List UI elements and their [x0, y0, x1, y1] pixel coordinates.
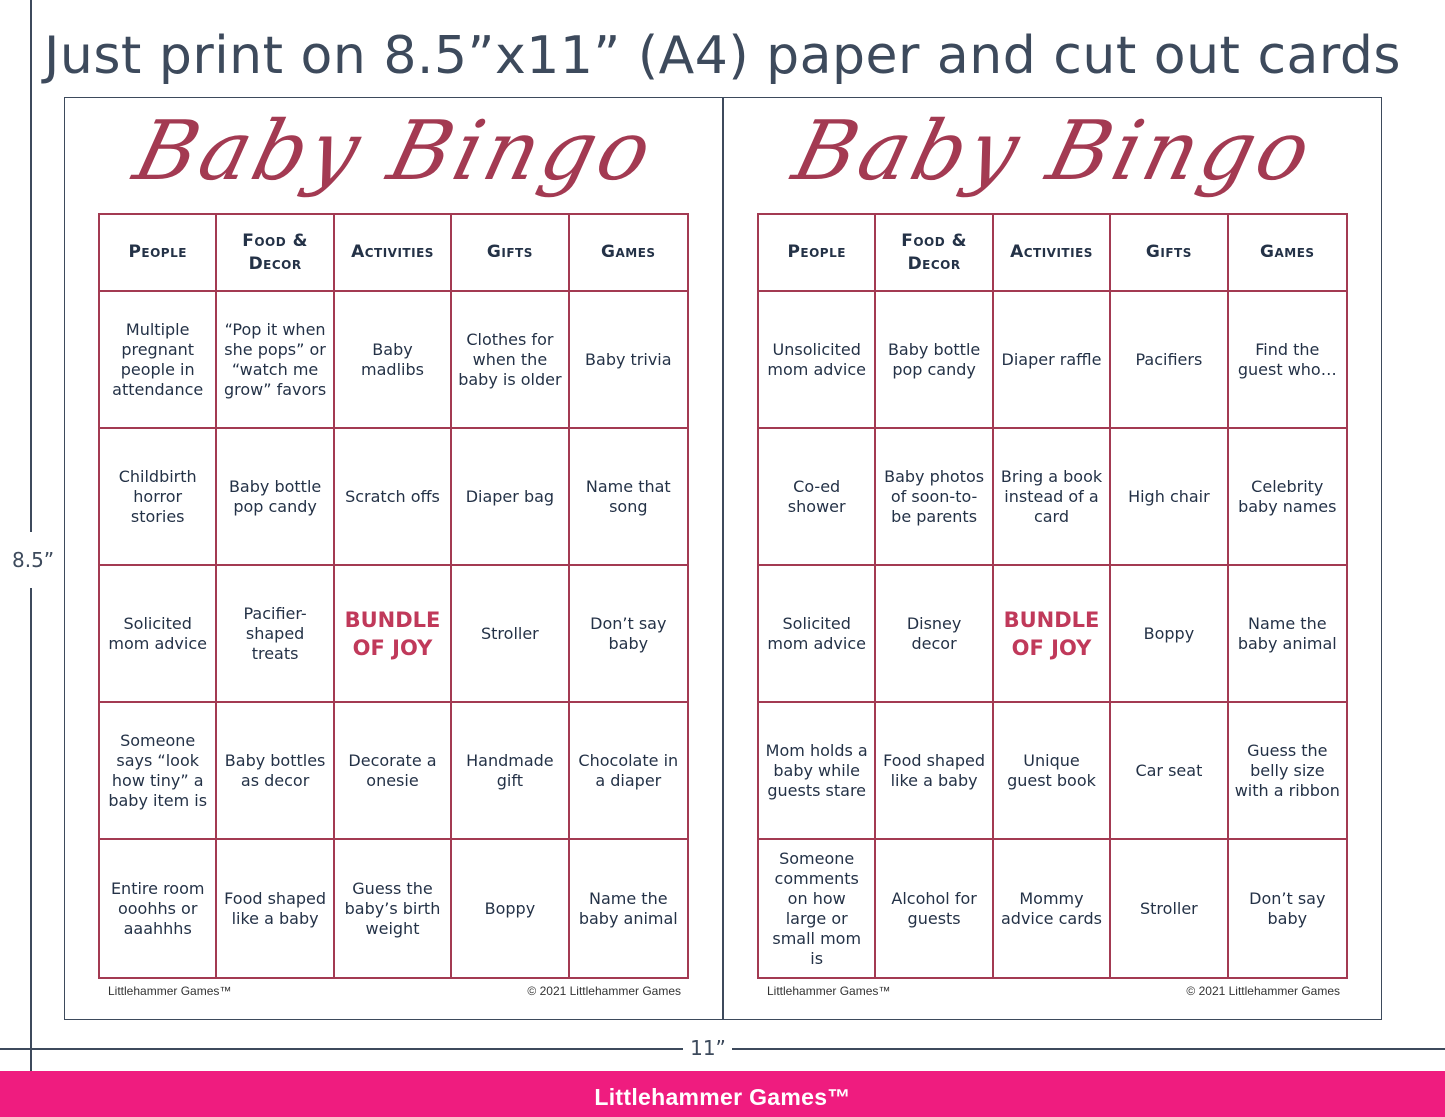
bingo-square: Childbirth horror stories	[100, 429, 217, 566]
bingo-square: Don’t say baby	[1249, 888, 1326, 928]
bingo-square: Someone says “look how tiny” a baby item is	[100, 703, 217, 840]
bingo-square: Pacifier-shaped treats	[217, 566, 334, 703]
width-dimension-line-left	[0, 1048, 683, 1050]
bingo-square: Name the baby animal	[1229, 566, 1346, 703]
card-footer-copyright: © 2021 Littlehammer Games	[1186, 984, 1340, 998]
bingo-square: Find the guest who…	[1229, 292, 1346, 429]
bingo-square: Decorate a onesie	[335, 703, 452, 840]
card-footer-copyright: © 2021 Littlehammer Games	[527, 984, 681, 998]
bingo-square: Car seat	[1111, 703, 1228, 840]
bingo-square: Clothes for when the baby is older	[452, 292, 569, 429]
bingo-square: Scratch offs	[335, 429, 452, 566]
card-footer-brand: Littlehammer Games™	[108, 984, 232, 998]
bingo-square: Mommy advice cards	[994, 840, 1111, 977]
column-header: Activities	[994, 215, 1111, 292]
bingo-square: Alcohol for guests	[876, 840, 993, 977]
column-header: Gifts	[1111, 215, 1228, 292]
bingo-square: Baby bottle pop candy	[217, 429, 334, 566]
width-dimension-line-right	[732, 1048, 1445, 1050]
column-header: Food & Decor	[876, 215, 993, 292]
bingo-square: Diaper raffle	[994, 292, 1111, 429]
bingo-square: Mom holds a baby while guests stare	[759, 703, 876, 840]
bingo-square: “Pop it when she pops” or “watch me grow” favors	[217, 292, 334, 429]
column-header: Games	[570, 215, 687, 292]
bingo-square: Guess the belly size with a ribbon	[1229, 703, 1346, 840]
column-header: Games	[1229, 215, 1346, 292]
bingo-square: Stroller	[1111, 840, 1228, 977]
free-space: BUNDLE OF JOY	[335, 566, 452, 703]
paper-sheet	[64, 97, 1382, 1020]
bingo-square: Co-ed shower	[759, 429, 876, 566]
card-footer-brand: Littlehammer Games™	[767, 984, 891, 998]
height-dimension-label: 8.5”	[12, 548, 55, 572]
column-header: Gifts	[452, 215, 569, 292]
bingo-square: Entire room ooohhs or aaahhhs	[100, 840, 217, 977]
width-dimension-label: 11”	[690, 1036, 726, 1060]
bingo-card-1	[65, 98, 723, 1018]
bingo-square: Someone comments on how large or small mom is	[759, 840, 876, 977]
bingo-square: Food shaped like a baby	[217, 840, 334, 977]
bingo-square: Handmade gift	[452, 703, 569, 840]
card-title: Baby Bingo	[125, 104, 665, 199]
bingo-square: Boppy	[452, 840, 569, 977]
bingo-square: Chocolate in a diaper	[570, 703, 687, 840]
bingo-square: Baby madlibs	[335, 292, 452, 429]
bingo-square: Boppy	[1111, 566, 1228, 703]
bingo-square: Stroller	[452, 566, 569, 703]
bingo-square: Solicited mom advice	[759, 566, 876, 703]
bingo-square: Disney decor	[876, 566, 993, 703]
bingo-square: Baby bottle pop candy	[876, 292, 993, 429]
bingo-square: Unsolicited mom advice	[759, 292, 876, 429]
bingo-square: Name that song	[570, 429, 687, 566]
column-header: Activities	[335, 215, 452, 292]
bingo-square: Guess the baby’s birth weight	[335, 840, 452, 977]
bingo-square: Unique guest book	[994, 703, 1111, 840]
bingo-square: Baby photos of soon-to-be parents	[876, 429, 993, 566]
column-header: People	[759, 215, 876, 292]
bingo-square: Celebrity baby names	[1229, 429, 1346, 566]
brand-banner: Littlehammer Games™	[0, 1071, 1445, 1117]
headline: Just print on 8.5”x11” (A4) paper and cut out cards	[44, 26, 1401, 86]
bingo-square: Multiple pregnant people in attendance	[100, 292, 217, 429]
bingo-square: Baby trivia	[570, 292, 687, 429]
bingo-square: Bring a book instead of a card	[994, 429, 1111, 566]
height-dimension-line-bottom	[30, 588, 32, 1117]
bingo-square: High chair	[1111, 429, 1228, 566]
column-header: People	[100, 215, 217, 292]
bingo-square: Food shaped like a baby	[876, 703, 993, 840]
bingo-grid	[757, 213, 1348, 979]
bingo-square: Baby bottles as decor	[217, 703, 334, 840]
bingo-square: Solicited mom advice	[100, 566, 217, 703]
bingo-square: Name the baby animal	[578, 888, 678, 928]
bingo-square: Don’t say baby	[570, 566, 687, 703]
free-space: BUNDLE OF JOY	[994, 566, 1111, 703]
bingo-card-2	[724, 98, 1382, 1018]
bingo-grid	[98, 213, 689, 979]
bingo-square: Pacifiers	[1111, 292, 1228, 429]
bingo-square: Diaper bag	[452, 429, 569, 566]
height-dimension-line-top	[30, 0, 32, 532]
card-title: Baby Bingo	[784, 104, 1324, 199]
column-header: Food & Decor	[217, 215, 334, 292]
